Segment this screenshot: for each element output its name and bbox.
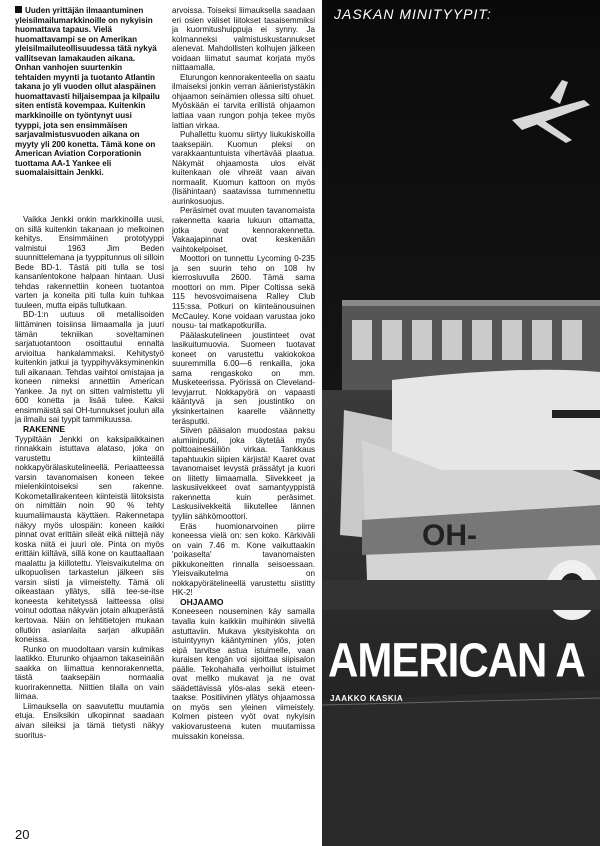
aircraft-photo xyxy=(322,0,600,846)
paragraph: arvoissa. Toiseksi liimauksella saadaan eri osien väliset liitokset tasaisemmiksi ja kuormitushuippuja ei synny. Ja kolmanneksi valmistuskustannukset alenevat. Mahdollisten kolhujen jälkeen voidaan liimatut saumat korjata myös niittaamalla. xyxy=(172,6,315,73)
headline: AMERICAN A xyxy=(328,633,585,688)
paragraph: Päälaskutelineen joustinteet ovat lasikuitumuovia. Suomeen tuotavat koneet on varustettu vakiokokoa suuremmilla 6.00—6 renkailla, joka sama rengaskoko on mm. Musketeerissa. Pyörissä on Cleveland-levyjarrut. Nokkapyörä on vapaasti kääntyvä ja sen joustintiko on yksinkertainen kaarelle väännetty teräsputki. xyxy=(172,330,315,426)
paragraph: BD-1:n uutuus oli metallisoiden liittäminen toisiinsa liimaamalla ja juuri tämän tekniikan soveltaminen sarjatuotantoon osoittautui ennalta arvioitua hankalammaksi. Kehitystyö kuitenkin jatkui ja tyyppihyväksyminenkin tuli aikanaan. Tehdas vaihtoi omistajaa ja koneen nimeksi annettiin American Yankee. Ja nyt on sitten valmistettu yli 600 konetta ja lisää tulee. Kaksi ensimmäistä sai OH-tunnukset joulun alla ja ilmailu sai tyypit tammikuussa. xyxy=(15,310,164,425)
paragraph: Vaikka Jenkki onkin markkinoilla uusi, on sillä kuitenkin takanaan jo melkoinen kehitys. Ensimmäinen prototyyppi valmistui 1963 Jim Beden suunnittelemana ja tyyppitunnus oli silloin Bede BD-1. Tästä piti tulla se tosi kansanlentokone halpaan hintaan. Uusi tehdas rakennettiin koneen tuotantoa varten ja koneita piti tulla kuin tuhkaa tuuleen, mutta eipäs tullutkaan. xyxy=(15,215,164,310)
page-number: 20 xyxy=(15,827,30,842)
fuselage-registration: OH- xyxy=(422,519,477,552)
paragraph: Liimauksella on saavutettu muutamia etuja. Ensiksikin ulkopinnat saadaan aivan sileiksi ja tämä tietysti näkyy suoritus- xyxy=(15,701,164,740)
paragraph: Eturungon kennorakenteella on saatu ilmaiseksi jonkin verran äänieristystäkin ohjaamon seinämien ollessa silti ohuet. Myöskään ei tarvita erillistä ohjaamon lattiaa vaan rungon pohja tekee myös lattian virkaa. xyxy=(172,72,315,130)
paragraph: Runko on muodoltaan varsin kulmikas laatikko. Eturunko ohjaamon takaseinään saakka on liimattua kennorakennetta, tästä taaksepäin normaalia kuorirakennetta. Niittien tilalla on vain liimaa. xyxy=(15,644,164,702)
photo-illustration xyxy=(322,0,600,846)
lead-paragraph xyxy=(15,6,160,178)
photo-title: JASKAN MINITYYPIT: xyxy=(334,6,492,22)
section-heading-rakenne: RAKENNE xyxy=(23,424,66,435)
paragraph: Tyypiltään Jenkki on kaksipaikkainen rinnakkain istuttava alataso, joka on varustettu kiinteällä nokkapyörälaskutelineellä. Periaatteessa varsin tavanomaisen koneen tekee mielenkiintoiseksi sen rakenne. Kokometallirakenteen kiinteistä liitoksista on nimittäin noin 90 % tehty kuumaliimausta käyttäen. Rakennetapa näkyy myös ulospäin: koneen kaikki pinnat ovat erittäin sileät eikä niittejä näy koska niitä ei juuri ole. Pinta on myös erittäin kiiltävä, sillä kone on kauttaaltaan maalattu ja kiillotettu. Yleisvaikutelma on ulkopuolisen tarkastelun jälkeen siis varsin siisti ja viimeistelty. Tämä oli oikeastaan yllätys, sillä tee-se-itse koneesta kehitetyssä laitteessa olisi voinut odottaa näkyvän jotain alkuperästä kertovaa. Näin on lehtitietojen mukaan ollutkin asianlaita sarjan alkupään koneissa. xyxy=(15,434,164,645)
paragraph: Moottori on tunnettu Lycoming 0-235 ja sen suurin teho on 108 hv kierrosluvulla 2600. Tämä sama moottori on mm. Piper Coltissa sekä 115 hevosvoimaisena Ralley Club 115:ssa. Potkuri on kiinteänousuinen McCauley. Kone voidaan varustaa joko nousu- tai matkapotkurilla. xyxy=(172,254,315,331)
paragraph: Koneeseen nouseminen käy samalla tavalla kuin kaikkiin muihinkin siiveltä astuttaviin. Mukava yksityiskohta on istuintyynyn kääntyminen ylös, joten eipä tarvitse astua istuimelle, vaan kuraisen kengän voi sijoittaa siipisalon päälle. Tekohahalla verhoillut istuimet ovat mellko mukavat ja ne ovat säädettävissä ylös-alas sekä eteen-taakse. Positiivinen yllätys ohjaamossa on myös sen yleinen viimeistely. Kolmen pisteen vyöt ovat nykyisin vakiovarusteena kuten muutamissa muissakin koneissa. xyxy=(172,607,315,741)
text-column-2 xyxy=(172,6,315,741)
paragraph: Eräs huomionarvoinen piirre koneessa vielä on: sen koko. Kärkiväli on vain 7.46 m. Kone vaikuttaakin 'poikaselta' tavanomaisten pikkukoneitten rinnalla seisoessaan. Yleisvaikutelma on nokkapyörätelineellä varustettu siistitty HK-2! xyxy=(172,521,315,598)
bullet-icon xyxy=(15,6,22,13)
section-heading-ohjaamo: OHJAAMO xyxy=(180,596,224,607)
paragraph: Peräsimet ovat muuten tavanomaista rakennetta kaaria lukuun ottamatta, jotka ovat kennorakennetta. Vakaajapinnat ovat keskenään vaihtokelpoiset. xyxy=(172,206,315,254)
paragraph: Siiven pääsalon muodostaa paksu alumiiniputki, joka täytetää myös polttoainesäiliön virkaa. Tankkaus tapahtuukin siipien kärjistä! Kaaret ovat tavanomaiset levystä prässätyt ja kuori on liitetty liimaamalla. Siivekkeet ja laskusiivekkeet ovat samantyyppistä rakennetta kuin peräsimet. Laskusiivekkeitä liikutellee lännen tyyliin sähkömoottori. xyxy=(172,426,315,521)
text-column-1 xyxy=(15,215,164,740)
lead-text: Uuden yrittäjän ilmaantuminen yleisilmailumarkkinoille on nykyisin huomattava tapaus. Vielä huomattavampi se on Amerikan yleisilmailuteollisuudessa tätä nykyä vallitsevan lamakauden aikana. Onhan vanhojen suurtenkin tehtaiden myynti ja tuotanto Atlantin takana jo yli vuoden ollut alaspäinen huomattavasti hiljaisempaa ja kilpailu siten entistä kovempaa. Kuitenkin markkinoille on työntynyt uusi tyyppi, jota sen ensimmäisen sarjavalmistusvuoden aikana on myyty yli 200 konetta. Tämä kone on American Aviation Corporationin tuottama AA-1 Yankee eli suomalaisittain Jenkki. xyxy=(15,6,160,178)
author-byline: JAAKKO KASKIA xyxy=(330,694,404,703)
paragraph: Puhallettu kuomu siirtyy liukukiskoilla taaksepäin. Kuomun pleksi on varakkaantuntuista vihertävää plaatua. Näkymät ohjaamosta ulos eivät kuitenkaan ole vihreät vaan aivan normaalit. Kuomun kattoon on myös (lisähintaan) saatavissa tummennettu aurinkosuojus. xyxy=(172,130,315,206)
